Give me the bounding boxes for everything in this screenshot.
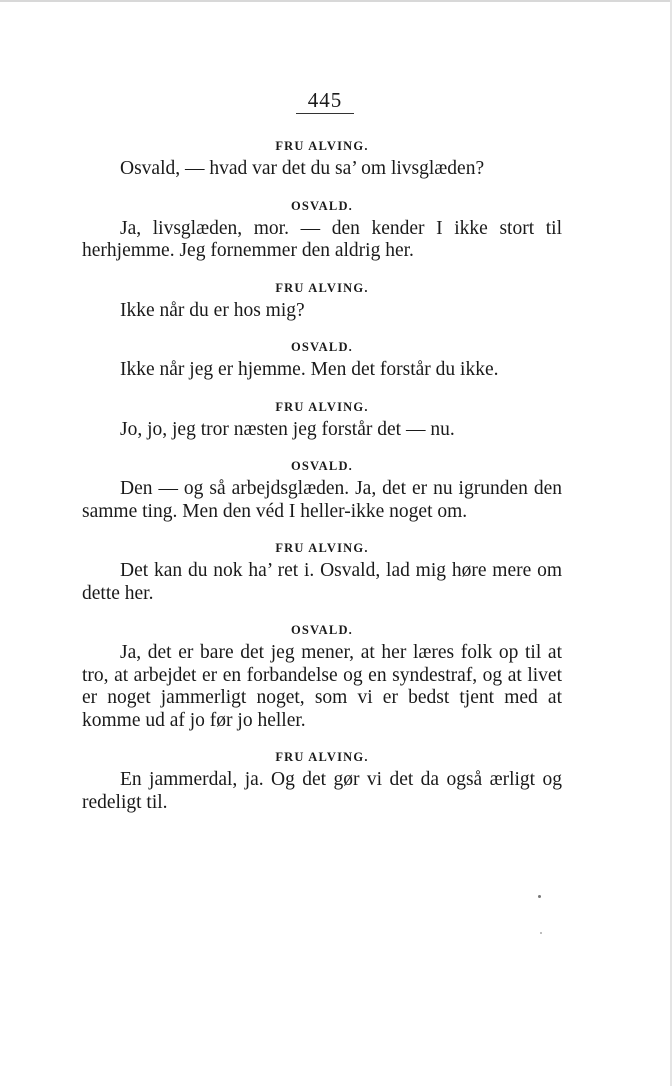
dialogue-text (82, 136, 562, 814)
speech-text: Osvald, — hvad var det du sa’ om livsglæden? (120, 158, 485, 179)
speaker-name: OSVALD. (290, 459, 353, 473)
speech-text: Det kan du nok ha’ ret i. Osvald, lad mig høre mere om dette her. (82, 560, 562, 604)
speech-text: Ikke når jeg er hjemme. Men det forstår du ikke. (120, 359, 499, 380)
speaker-name: FRU ALVING. (275, 280, 369, 295)
speaker-name: FRU ALVING. (275, 399, 369, 414)
speech-text: Ja, livsglæden, mor. — den kender I ikke stort til herhjemme. Jeg fornemmer den aldrig her. (82, 217, 562, 261)
speaker-name: FRU ALVING. (275, 139, 369, 153)
speaker-name: OSVALD. (290, 340, 353, 354)
speech-text: En jammerdal, ja. Og det gør vi det da også ærligt og redeligt til. (82, 769, 562, 813)
ink-speck (540, 932, 542, 934)
ink-speck (538, 895, 541, 898)
speech-text: Ja, det er bare det jeg mener, at her læres folk op til at tro, at arbejdet er en forbandelse og en syndestraf, og at livet er noget jammerligt noget, som vi er bedst tjent med at komme ud af jo før jo heller. (82, 642, 562, 731)
speaker-name: OSVALD. (290, 623, 353, 637)
speaker-name: OSVALD. (290, 198, 353, 213)
speech-text: Jo, jo, jeg tror næsten jeg forstår det — nu. (120, 418, 455, 440)
speaker-name: FRU ALVING. (275, 750, 369, 764)
speech-text: Den — og så arbejdsglæden. Ja, det er nu igrunden den samme ting. Men den véd I heller-ikke noget om. (82, 478, 562, 522)
speaker-name: FRU ALVING. (275, 541, 369, 555)
page-number: 445 (307, 88, 343, 112)
page-number-rule (296, 113, 354, 114)
page-top-edge (0, 0, 672, 2)
speech-text: Ikke når du er hos mig? (120, 299, 305, 321)
